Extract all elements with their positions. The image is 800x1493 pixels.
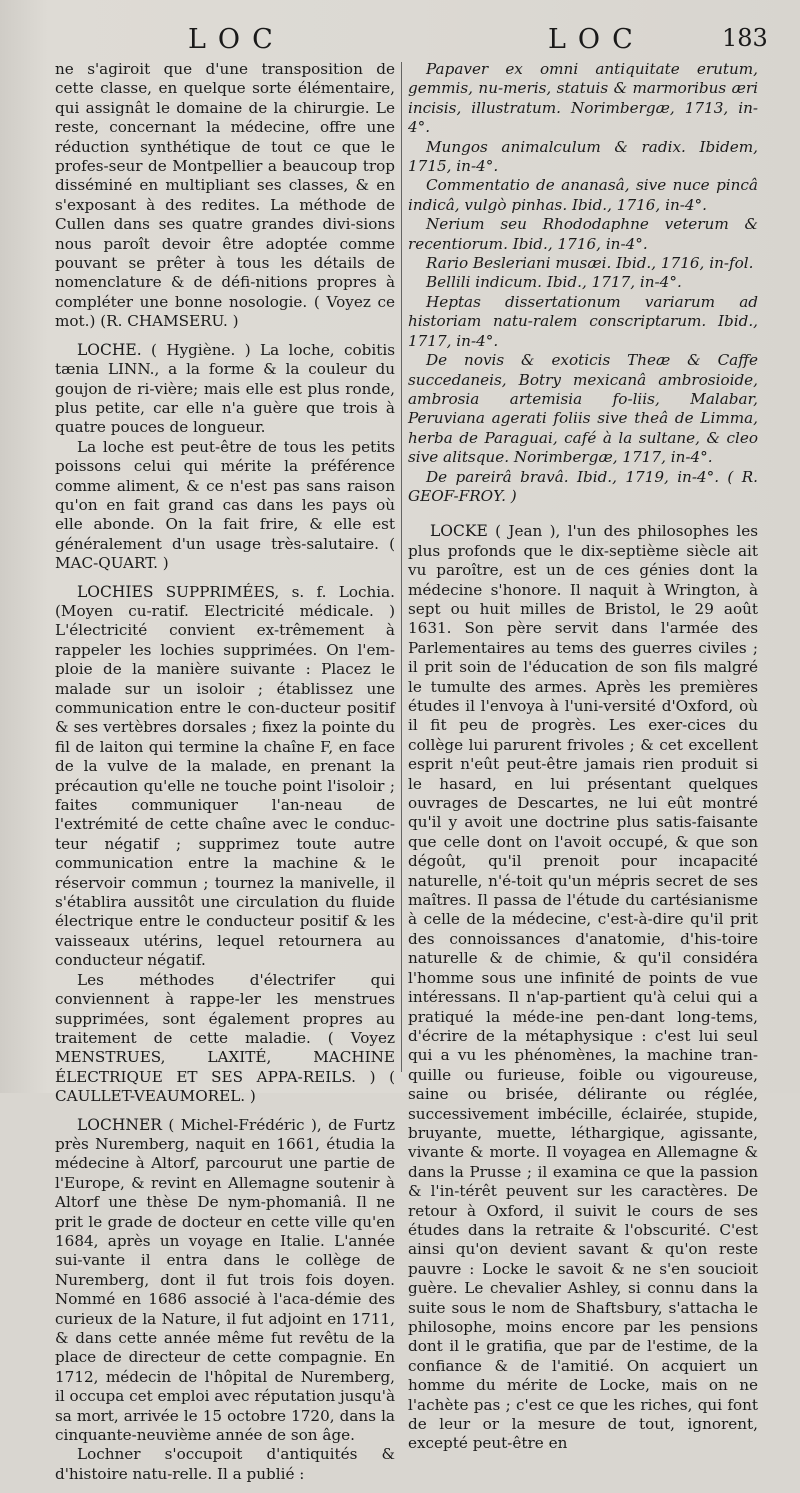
entry-paragraph-loche-2: La loche est peut-être de tous les petits poissons celui qui mérite la préférence comme aliment, & ce n'est pas sans raison qu'on en fait grand cas dans les pays où elle abonde. On la fait frire, & elle est généralement d'un usage très-salutaire. ( MAC-QUART. ) <box>55 437 395 573</box>
continued-entry <box>55 60 395 332</box>
entry-body-loche: ( Hygiène. ) La loche, cobitis tænia LINN., a la forme & la couleur du goujon de ri-vière; mais elle est plus ronde, plus petite, car elle n'a guère que trois à quatre pouces de longueur. <box>55 340 395 437</box>
left-column <box>55 60 395 1493</box>
bibliography-item: Bellili indicum. Ibid., 1717, in-4°. <box>426 273 682 292</box>
entry-paragraph-lochner-2: Lochner s'occupoit d'antiquités & d'histoire natu-relle. Il a publié : <box>55 1445 395 1483</box>
entry-head-lochner: LOCHNER <box>77 1115 162 1134</box>
entry-lochner <box>55 1116 395 1485</box>
bibliography-item: Mungos animalculum & radix. Ibidem, 1715, in-4°. <box>408 137 758 176</box>
bibliography-item: De pareirâ bravâ. Ibid., 1719, in-4°. ( R. GEOF-FROY. ) <box>408 467 758 505</box>
column-rule <box>401 62 402 1072</box>
continued-paragraph: ne s'agiroit que d'une transposition de cette classe, en quelque sorte élémentaire, qui assignât le domaine de la chirurgie. Le reste, concernant la médecine, offre une réduction synthétique de tout ce que le profes-seur de Montpellier a beaucoup trop disséminé en multipliant ses classes, & en s'exposant à des redites. La méthode de Cullen dans ses quatre grandes divi-sions nous paroît devoir être adoptée comme pouvant se prêter à tous les détails de nomenclature & de défi-nitions propres à compléter une bonne nosologie. ( Voyez ce mot.) (R. CHAMSERU. ) <box>55 60 395 331</box>
entry-head-locke: LOCKE <box>430 522 488 541</box>
entry-body-lochies: SUPPRIMÉES, s. f. Lochia. (Moyen cu-ratif. Electricité médicale. ) L'électricité convient ex-trêmement à rappeler les lochies supprimées. On l'em-ploie de la manière suivante : Placez le malade sur un isoloir ; établissez une communication entre le con-ducteur positif & ses vertèbres dorsales ; fixez la pointe du fil de laiton qui termine la chaîne F, en face de la vulve de la malade, en prenant la précaution qu'elle ne touche point l'isoloir ; faites communiquer l'an-neau de l'extrémité de cette chaîne avec le conduc-teur négatif ; supprimez toute autre communication entre la machine & le réservoir commun ; tournez la manivelle, il s'établira aussitôt une circulation du fluide électrique entre le conducteur positif & les vaisseaux utérins, lequel retournera au conducteur négatif. <box>55 582 396 970</box>
bibliography-item: Commentatio de ananasâ, sive nuce pincâ indicâ, vulgò pinhas. Ibid., 1716, in-4°. <box>408 176 758 214</box>
bibliography-item: De novis & exoticis Theæ & Caffe succedaneis, Botry mexicanâ ambrosioide, ambrosia artemisia fo-liis, Malabar, Peruviana agerati foliis sive theâ de Limma, herba de Paraguai, café à la sultane, & cleo sive alitsque. Norimbergæ, 1717, in-4°. <box>408 351 758 467</box>
bibliography-list <box>408 60 758 506</box>
header-right-title: LOC <box>548 24 645 55</box>
header-left-title: LOC <box>188 24 285 55</box>
entry-body-lochner: ( Michel-Frédéric ), de Furtz près Nuremberg, naquit en 1661, étudia la médecine à Altorf, parcourut une partie de l'Europe, & revint en Allemagne soutenir à Altorf une thèse De nym-phomaniâ. Il ne prit le grade de docteur en cette ville qu'en 1684, après un voyage en Italie. L'année sui-vante il entra dans le collège de Nuremberg, dont il fut trois fois doyen. Nommé en 1686 associé à l'aca-démie des curieux de la Nature, il fut adjoint en 1711, & dans cette année même fut revêtu de la place de directeur de cette compagnie. En 1712, médecin de l'hôpital de Nuremberg, il occupa cet emploi avec réputation jusqu'à sa mort, arrivée le 15 octobre 1720, dans la cinquante-neuvième année de son âge. <box>55 1115 395 1445</box>
entry-loche <box>55 341 395 574</box>
entry-body-locke: ( Jean ), l'un des philosophes les plus profonds que le dix-septième siècle ait vu paroître, est un de ces génies dont la médecine s'honore. Il naquit à Wrington, à sept ou huit milles de Bristol, le 29 août 1631. Son père servit dans l'armée des Parlementaires au tems des guerres civiles ; il prit soin de l'éducation de son fils malgré le tumulte des armes. Après les premières études il l'envoya à l'uni-versité d'Oxford, où il fit peu de progrès. Les exer-cices du collège lui parurent frivoles ; & cet excellent esprit n'eût peut-être jamais rien produit si le hasard, en lui présentant quelques ouvrages de Descartes, ne lui eût montré qu'il y avoit une doctrine plus satis-faisante que celle dont on l'avoit occupé, & que son dégoût, qu'il prenoit pour incapacité naturelle, n'é-toit qu'un mépris secret de ses maîtres. Il passa de l'étude du cartésianisme à celle de la médecine, c'est-à-dire qu'il prit des connoissances d'anatomie, d'his-toire naturelle & de chimie, & qu'il considéra l'homme sous une infinité de points de vue intéressans. Il n'ap-partient qu'à celui qui a pratiqué la méde-ine pen-dant long-tems, d'écrire de la métaphysique : c'est lui seul qui a vu les phénomènes, la machine tran-quille ou furieuse, foible ou vigoureuse, saine ou brisée, délirante ou réglée, successivement imbécille, éclairée, stupide, bruyante, muette, léthargique, agissante, vivante & morte. Il voyagea en Allemagne & dans la Prusse ; il examina ce que la passion & l'in-térêt peuvent sur les caractères. De retour à Oxford, il suivit le cours de ses études dans la retraite & l'obscurité. C'est ainsi qu'on devient savant & qu'on reste pauvre : Locke le savoit & ne s'en soucioit guère. Le chevalier Ashley, si connu dans la suite sous le nom de Shaftsbury, s'attacha le philosophe, moins encore par les pensions dont il le gratifia, que par de l'estime, de la confiance & de l'amitié. On acquiert un homme du mérite de Locke, mais on ne l'achète pas ; c'est ce que les riches, qui font de leur or la mesure de tout, ignorent, excepté peut-être en <box>408 522 759 1453</box>
entry-locke <box>408 522 758 1454</box>
running-head <box>0 18 800 58</box>
right-column <box>408 60 758 1463</box>
bibliography-item: Rario Besleriani musæi. Ibid., 1716, in-fol. <box>426 254 754 273</box>
bibliography-item: Papaver ex omni antiquitate erutum, gemmis, nu-meris, statuis & marmoribus æri incisis, illustratum. Norimbergæ, 1713, in-4°. <box>408 60 758 137</box>
bibliography-item: Heptas dissertationum variarum ad historiam natu-ralem conscriptarum. Ibid., 1717, in-4°. <box>408 292 758 350</box>
bibliography-item: Nerium seu Rhododaphne veterum & recentiorum. Ibid., 1716, in-4°. <box>408 215 758 253</box>
entry-paragraph-lochies-2: Les méthodes d'électrifer qui conviennent à rappe-ler les menstrues supprimées, sont également propres au traitement de cette maladie. ( Voyez MENSTRUES, LAXITÉ, MACHINE ÉLECTRIQUE ET SES APPA-REILS. ) ( CAULLET-VEAUMOREL. ) <box>55 970 395 1106</box>
entry-head-lochies: LOCHIES <box>77 582 154 601</box>
page-number: 183 <box>722 24 768 52</box>
entry-lochies <box>55 583 395 1107</box>
entry-head-loche: LOCHE. <box>77 340 142 359</box>
